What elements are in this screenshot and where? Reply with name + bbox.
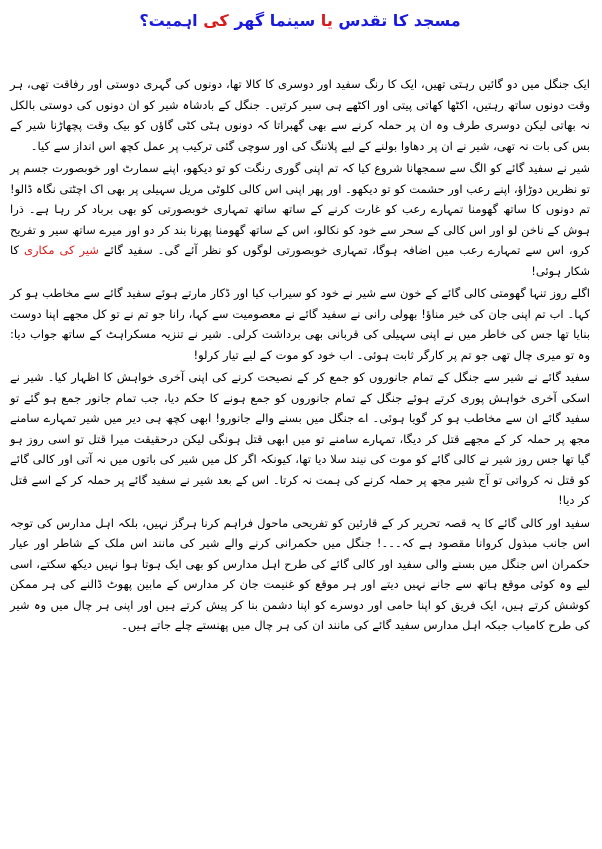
article-title: [10, 10, 590, 32]
paragraph-2-text-before: شیر نے سفید گائے کو الگ سے سمجھانا شروع کیا کہ تم اپنی گوری رنگت کو تو دیکھو، اپنے سمارٹ اور خوبصورت جسم پر تو نظریں دوڑاؤ، اپنے رعب اور حشمت کو تو دیکھو۔ اور پھر اپنی اس کالی کلوٹی مریل سہیلی پر بھی اک اچٹتی نگاہ ڈالو! تم دونوں کا ساتھ گھومنا تمہارے رعب کو غارت کرنے کے ساتھ ساتھ تمہاری خوبصورتی کو بھی برباد کر رہا ہے۔ ذرا ہوش کے ناخن لو اور اس کالی کے سحر سے خود کو نکالو، اس کے ساتھ گھومنا پھرنا بند کر دو اور میرے ساتھ سیر و تفریح کرو، اس سے تمہارے رعب میں اضافہ ہوگا، تمہاری خوبصورتی لوگوں کو نظر آئے گی۔ سفید گائے: [10, 161, 590, 257]
paragraph-2: [10, 158, 590, 281]
title-part-mosque: مسجد کا تقدس: [338, 11, 461, 30]
paragraph-1: ایک جنگل میں دو گائیں رہتی تھیں، ایک کا رنگ سفید اور دوسری کا کالا تھا، دونوں کی گہری دوستی اور رفاقت تھی، ہر وقت دونوں ساتھ رہتیں، اکٹھا کھاتی پیتی اور اکٹھے ہی سیر کرتیں۔ جنگل کے بادشاہ شیر کو ان دونوں کی دوستی بالکل نہ بھاتی لیکن دوسری طرف وہ ان پر حملہ کرنے سے بھی گھبراتا کہ دونوں ہٹی کٹی گاؤں کو بیک وقت پچھاڑنا شیر کے بس کی بات نہ تھی، شیر نے ان پر دھاوا بولنے کے لیے پلاننگ کی اور سوچی گئی ترکیب پر عمل کچھ اس انداز سے کیا۔: [10, 77, 590, 153]
title-part-importance: اہمیت؟: [139, 11, 198, 30]
paragraph-5: سفید اور کالی گائے کا یہ قصہ تحریر کر کے قارئین کو تفریحی ماحول فراہم کرنا ہرگز نہیں، بلکہ اہل مدارس کی توجہ اس جانب مبذول کروانا مقصود ہے کہ۔۔۔! جنگل میں حکمرانی کرنے والے شیر کی مانند اس ملک کے شاطر اور عیار حکمران اس جنگل میں بسنے والی سفید اور کالی گائے کی طرح اہل مدارس کو بھی ایک ہوتا ہوا نہیں دیکھ سکتے، اسی لیے وہ کوئی موقع ہاتھ سے جانے نہیں دیتے اور ہر موقع کو غنیمت جان کر مدارس کے مابین پھوٹ ڈالنے کی ہر ممکن کوشش کرتے ہیں، ایک فریق کو اپنا حامی اور دوسرے کو اپنا دشمن بنا کر پیش کرتے ہیں اور اپنی ہر چال میں وہ شیر کی طرح کامیاب جبکہ اہل مدارس سفید گائے کی مانند ان کی ہر چال میں پھنستے چلے جاتے ہیں۔: [10, 515, 590, 632]
paragraph-3: اگلے روز تنہا گھومتی کالی گائے کے خون سے شیر نے خود کو سیراب کیا اور ڈکار مارتے ہوئے سفید گائے سے مخاطب ہو کر کہا۔ اب تم اپنی جان کی خیر مناؤ! بھولی رانی نے سفید گائے نے معصومیت سے کہا، رانا جو تم نے تو کل مجھے اپنا دوست بنایا تھا جس کی خاطر میں نے اپنی سہیلی کی قربانی بھی برداشت کرلی۔ شیر نے تنزیہ مسکراہٹ کے ساتھ جواب دیا: وہ تو میری چال تھی جو تم پر کارگر ثابت ہوئی۔ اب خود کو موت کے لیے تیار کرلو!: [10, 286, 590, 362]
paragraph-4: سفید گائے نے شیر سے جنگل کے تمام جانوروں کو جمع کر کے نصیحت کرنے کی اپنی آخری خواہش کا اظہار کیا۔ شیر نے اسکی آخری خواہش پوری کرتے ہوئے جنگل کے تمام جانوروں کو جمع ہونے کا حکم دیا، جب تمام جانور جمع ہو گئے تو سفید گائے ان سے مخاطب ہو کر گویا ہوئی۔ اے جنگل میں بسنے والے جانورو! ابھی کچھ ہی دیر میں شیر تمہارے سامنے مجھ پر حملہ کر کے مجھے قتل کر دیگا، تمہارے سامنے تو میں ابھی قتل ہونگی لیکن درحقیقت میرا قتل تو اسی روز ہو گیا تھا جس روز شیر نے کالی گائے کو موت کی نیند سلا دیا تھا، کیونکہ اگر کل میں شیر کی باتوں میں نہ آتی اور کالی گائے کو قتل نہ کرواتی تو آج شیر مجھ پر حملہ کرنے کی ہمت نہ کرتا۔ اس کے بعد شیر نے سفید گائے پر حملہ کر کے اسے قتل کر دیا!: [10, 370, 590, 507]
title-part-or: یا: [315, 11, 339, 30]
title-part-cinema: سینما گھر: [234, 11, 316, 30]
paragraph-2-highlight: شیر کی مکاری: [23, 243, 99, 257]
paragraph-2-text-after: کا شکار ہوئی!: [10, 243, 590, 278]
article-body: [10, 74, 590, 636]
title-part-of: کی: [197, 11, 235, 30]
